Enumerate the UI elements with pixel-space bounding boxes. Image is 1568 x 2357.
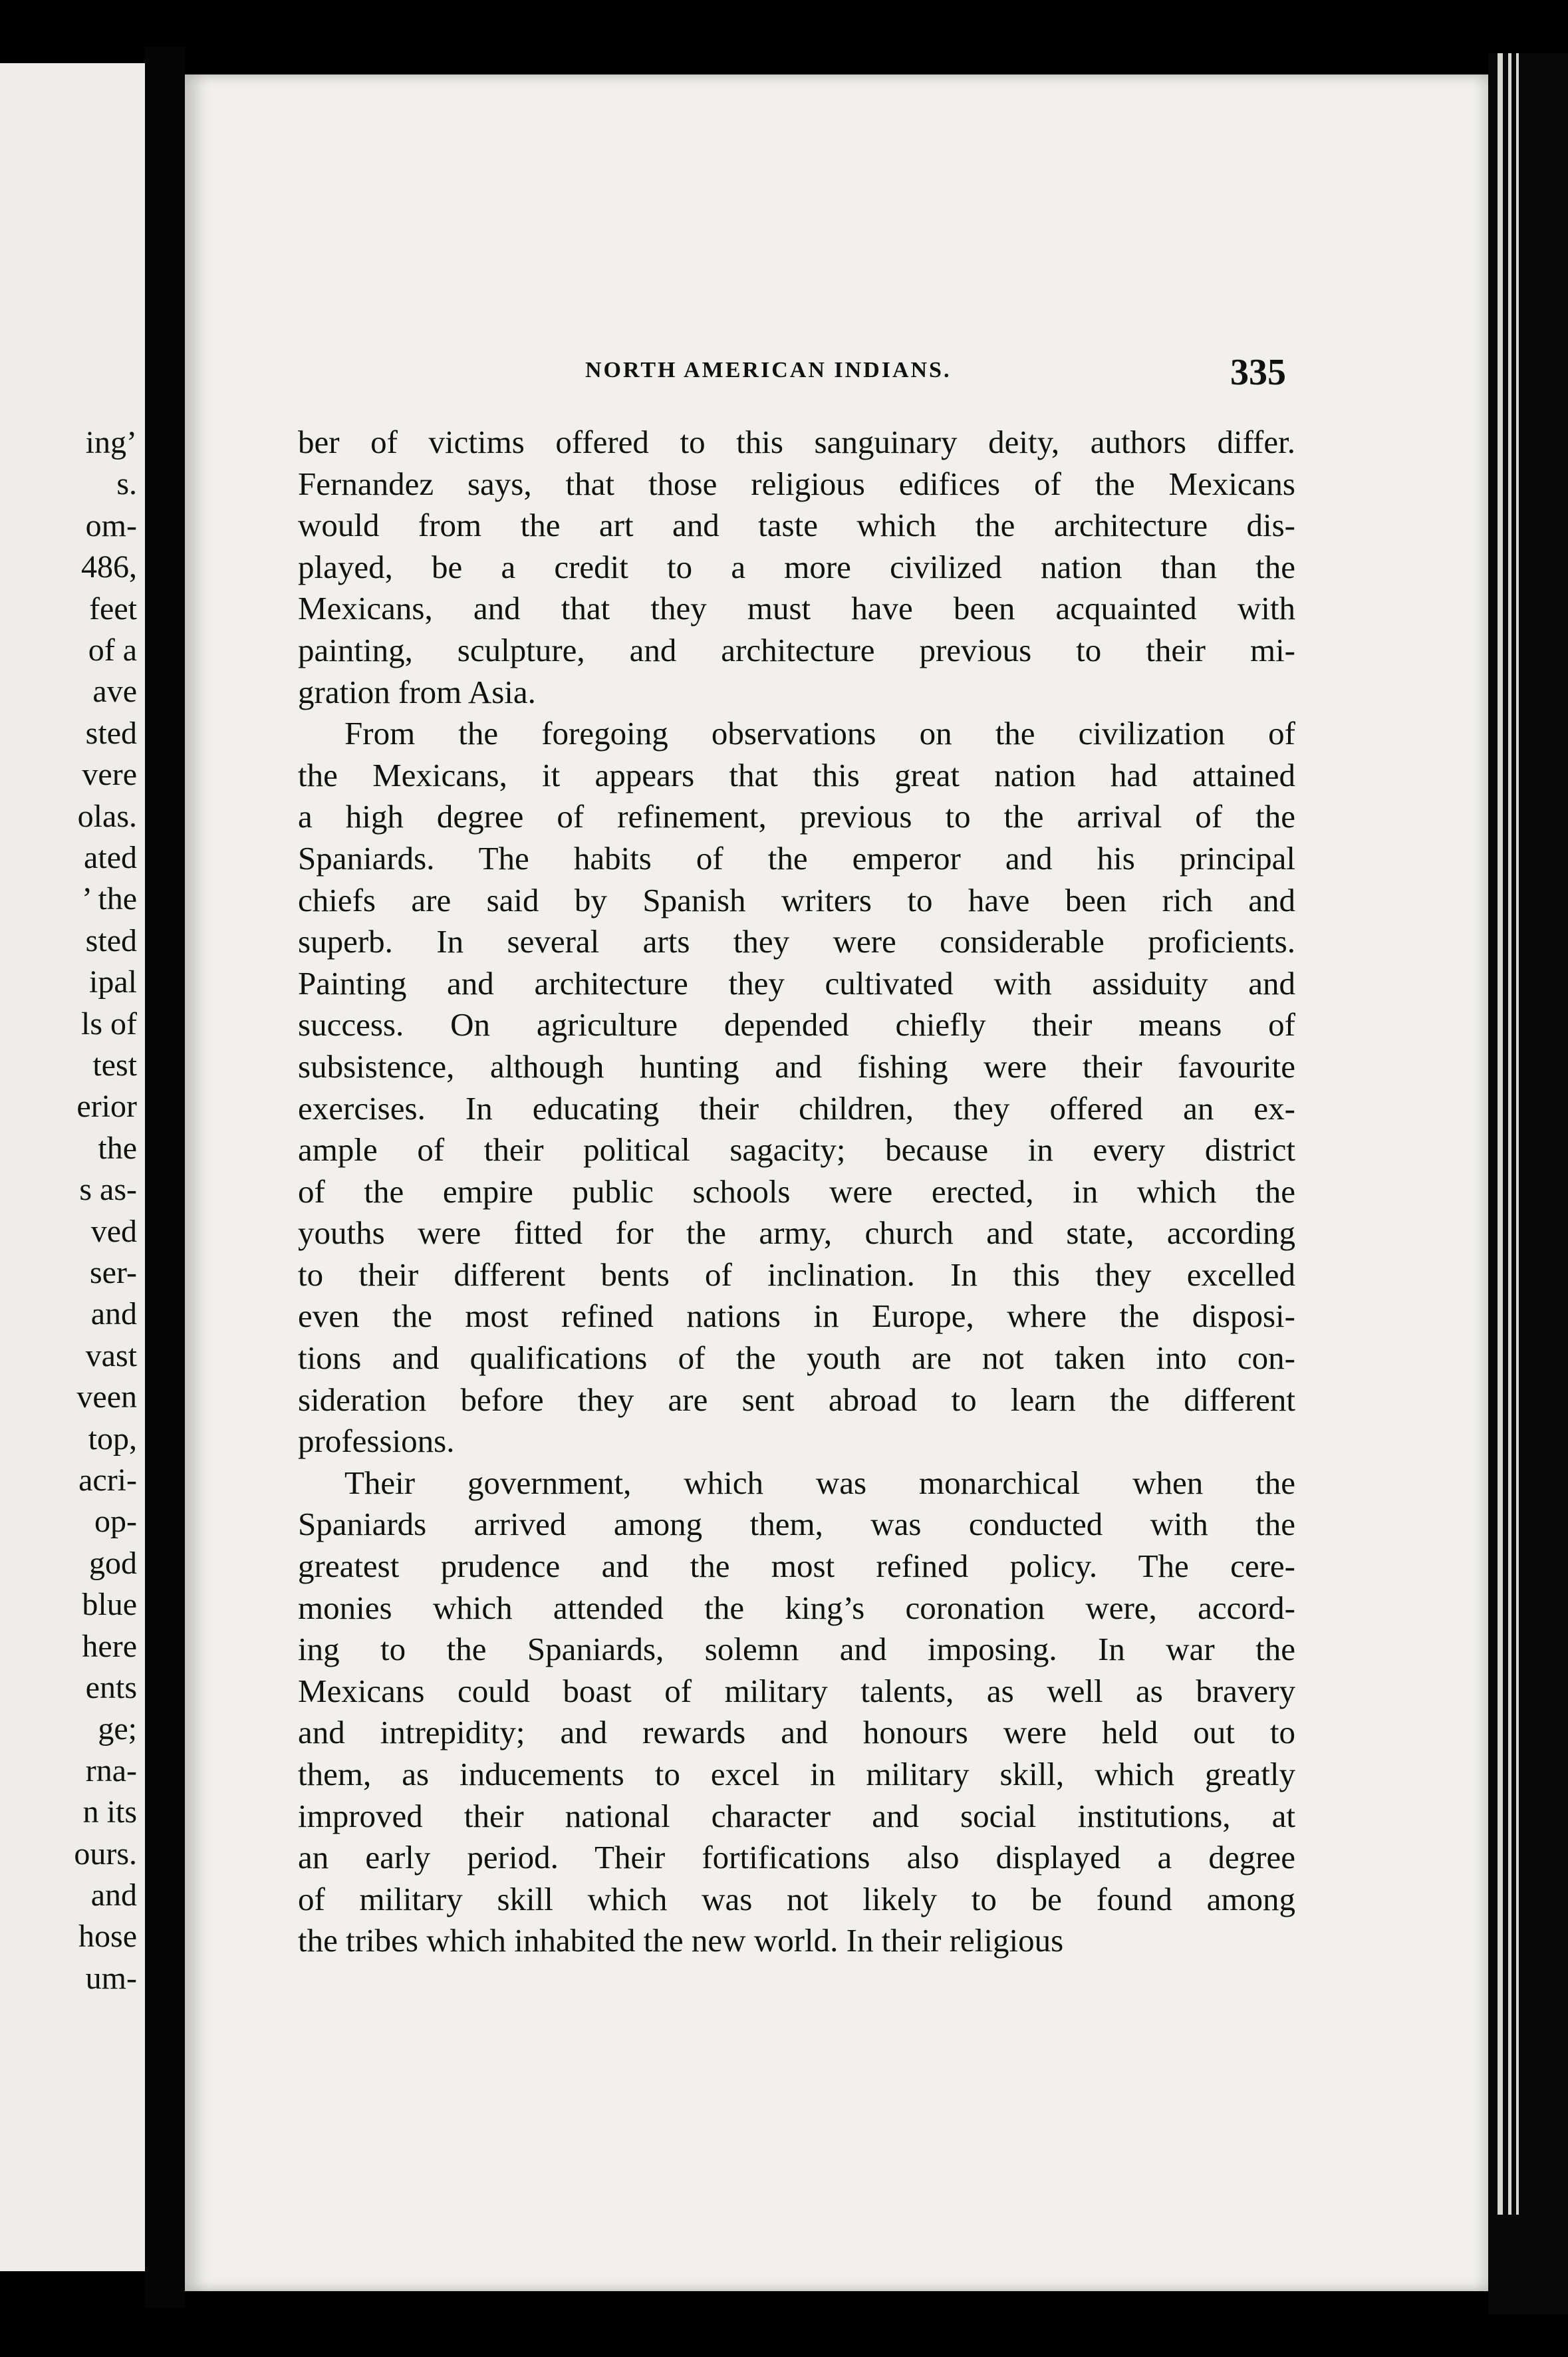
text-line: ample of their political sagacity; because in every district	[298, 1131, 1295, 1169]
facing-page-fragment: feet	[89, 591, 137, 626]
paragraph	[298, 422, 1295, 713]
facing-page-fragment: ave	[92, 674, 137, 710]
facing-page-fragment: sted	[85, 715, 137, 751]
facing-page-fragment: s as-	[79, 1172, 137, 1208]
facing-page-fragment: rna-	[85, 1752, 137, 1788]
text-line: monies which attended the king’s coronation were, accord-	[298, 1589, 1295, 1626]
text-line: youths were fitted for the army, church and state, according	[298, 1214, 1295, 1252]
facing-page-fragment: um-	[85, 1960, 137, 1996]
facing-page-fragment: top,	[88, 1421, 137, 1456]
facing-page-fragment: ated	[84, 840, 137, 875]
text-line: improved their national character and social institutions, at	[298, 1797, 1295, 1834]
facing-page-fragment: ved	[90, 1213, 137, 1249]
text-line: professions.	[298, 1423, 455, 1460]
page-edge-strip	[1516, 53, 1519, 2215]
text-line: superb. In several arts they were considerable proficients.	[298, 923, 1295, 960]
text-line: and intrepidity; and rewards and honours were held out to	[298, 1714, 1295, 1751]
text-line: played, be a credit to a more civilized nation than the	[298, 548, 1295, 585]
text-line: Mexicans could boast of military talents, as well as bravery	[298, 1672, 1295, 1709]
text-line: them, as inducements to excel in military skill, which greatly	[298, 1756, 1295, 1792]
text-line: of the empire public schools were erected, in which the	[298, 1173, 1295, 1210]
facing-page-fragment: 486,	[81, 549, 137, 585]
text-line: painting, sculpture, and architecture previous to their mi-	[298, 631, 1295, 668]
text-line: tions and qualifications of the youth are not taken into con-	[298, 1339, 1295, 1377]
binding-gutter	[145, 47, 185, 2308]
text-line: chiefs are said by Spanish writers to have been rich and	[298, 881, 1295, 918]
text-line: a high degree of refinement, previous to the arrival of the	[298, 798, 1295, 835]
running-title: NORTH AMERICAN INDIANS.	[585, 358, 952, 382]
text-line: sideration before they are sent abroad to learn the different	[298, 1381, 1295, 1418]
facing-page-fragment: hose	[78, 1919, 137, 1955]
facing-page-fragment: n its	[82, 1794, 137, 1830]
facing-page-fragment: vast	[85, 1337, 137, 1373]
text-line: an early period. Their fortifications also displayed a degree	[298, 1839, 1295, 1876]
facing-page-fragment: ls of	[81, 1006, 137, 1041]
facing-page-fragment: ge;	[98, 1711, 137, 1747]
text-line: subsistence, although hunting and fishing were their favourite	[298, 1047, 1295, 1085]
page-edge-strip	[1498, 53, 1503, 2215]
text-line: the tribes which inhabited the new world. In their religious	[298, 1922, 1064, 1959]
text-line: ing to the Spaniards, solemn and imposing. In war the	[298, 1631, 1295, 1668]
facing-page-fragment: veen	[76, 1379, 137, 1415]
text-line: Mexicans, and that they must have been acquainted with	[298, 590, 1295, 627]
facing-page-fragment: ipal	[89, 964, 137, 1000]
text-line: to their different bents of inclination. In this they excelled	[298, 1256, 1295, 1293]
facing-page-fragment: olas.	[77, 798, 137, 834]
text-line: even the most refined nations in Europe, where the disposi-	[298, 1298, 1295, 1335]
facing-page-fragment: op-	[94, 1504, 137, 1540]
running-head	[585, 351, 1303, 398]
text-line: exercises. In educating their children, they offered an ex-	[298, 1089, 1295, 1127]
facing-page-fragment: om-	[85, 507, 137, 543]
body-text	[298, 422, 1295, 1962]
text-line: From the foregoing observations on the civilization of	[344, 715, 1295, 752]
text-line: Fernandez says, that those religious edifices of the Mexicans	[298, 465, 1295, 502]
page-number: 335	[1230, 352, 1286, 393]
facing-page-fragment: acri-	[78, 1462, 137, 1498]
text-line: Spaniards. The habits of the emperor and his principal	[298, 839, 1295, 877]
paragraph	[298, 1462, 1295, 1962]
facing-page-fragment: here	[82, 1628, 137, 1664]
page-edge-strip	[1508, 53, 1511, 2215]
facing-page-fragment: s.	[116, 466, 137, 502]
facing-page-fragment: god	[89, 1545, 137, 1581]
facing-page-fragment: ser-	[90, 1255, 137, 1290]
facing-page-fragment: erior	[76, 1089, 137, 1125]
facing-page-fragment: blue	[82, 1587, 137, 1623]
facing-page-fragment: and	[90, 1296, 137, 1332]
facing-page-fragment: ours.	[74, 1836, 137, 1872]
text-line: Their government, which was monarchical when the	[344, 1464, 1295, 1501]
facing-page-fragment: ing’	[85, 425, 137, 460]
text-line: of military skill which was not likely to be found among	[298, 1880, 1295, 1917]
text-line: success. On agriculture depended chiefly their means of	[298, 1006, 1295, 1043]
facing-page-fragment: the	[98, 1130, 137, 1166]
facing-page-fragment: sted	[85, 922, 137, 958]
facing-page-fragment: ents	[85, 1670, 137, 1705]
text-line: the Mexicans, it appears that this great nation had attained	[298, 756, 1295, 793]
facing-page-fragment: test	[92, 1047, 137, 1083]
paragraph	[298, 713, 1295, 1462]
text-line: Painting and architecture they cultivated with assiduity and	[298, 964, 1295, 1002]
facing-page-fragment: ’ the	[81, 881, 137, 917]
text-line: Spaniards arrived among them, was conducted with the	[298, 1506, 1295, 1543]
text-line: gration from Asia.	[298, 673, 536, 710]
text-line: ber of victims offered to this sanguinary deity, authors differ.	[298, 424, 1295, 460]
facing-page-fragment: of a	[88, 632, 137, 668]
text-line: greatest prudence and the most refined policy. The cere-	[298, 1548, 1295, 1585]
facing-page-fragment: vere	[82, 757, 137, 793]
facing-page-fragment: and	[90, 1877, 137, 1913]
text-line: would from the art and taste which the architecture dis-	[298, 507, 1295, 544]
facing-page	[0, 63, 145, 2271]
